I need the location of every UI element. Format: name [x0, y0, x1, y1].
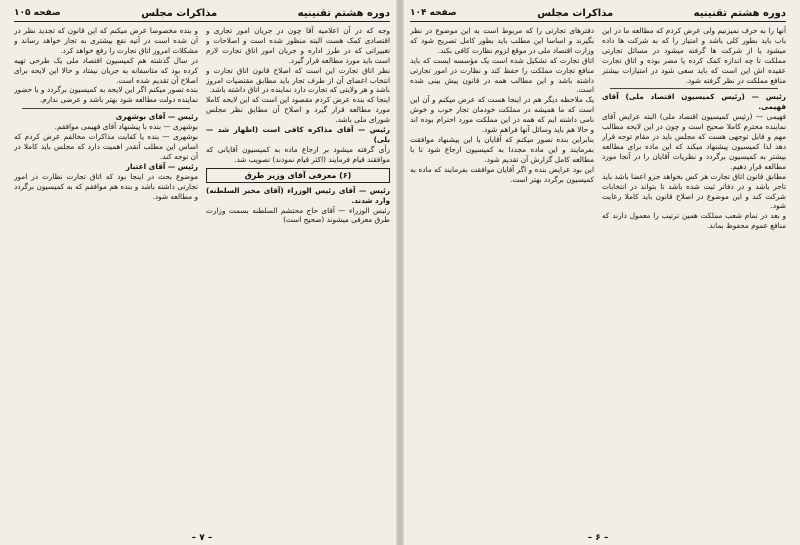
speaker-line: رئیس — آقای مذاکره کافی است (اظهار شد — بلی) — [206, 125, 390, 144]
paragraph: اینجا که بنده عرض کردم مقصود این است که این لایحه کاملا مورد مطالعه قرار گیرد و اصلاح آن مطابق نظر مجلس شورای ملی باشد. — [206, 95, 390, 125]
right-col-left — [410, 26, 594, 531]
paragraph: نظر اتاق تجارت این است که اصلاح قانون اتاق تجارت و انتخاب اعضای آن از طرف تجار باید مطابق مقتضیات امروز باشد و هر ولایتی که تجارت دارد نماینده در اتاق داشته باشد. — [206, 65, 390, 95]
paragraph: رأی گرفته میشود بر ارجاع ماده به کمیسیون آقایانی که موافقند قیام فرمایند (اکثر قیام نمودند) تصویب شد. — [206, 144, 390, 164]
left-col-left — [14, 26, 198, 531]
left-page-footer: – ۷ – — [191, 533, 213, 543]
paragraph: این بود عرایض بنده و اگر آقایان موافقت بفرمایند که ماده به کمیسیون برگردد بهتر است. — [410, 164, 594, 184]
speaker-line: رئیس — آقای بوشهری — [115, 112, 198, 122]
left-header-center: مذاکرات مجلس — [141, 7, 218, 19]
speaker-line: رئیس — آقای رئیس الوزراء (آقای مخبر السلطنه) وارد شدند. — [206, 185, 390, 205]
paragraph: بوشهری — بنده با پیشنهاد آقای فهیمی موافقم. — [54, 122, 198, 132]
right-page-footer: – ۶ – — [587, 533, 609, 543]
paragraph: دفترهای تجارتی را که مربوط است به این موضوع در نظر بگیرند و اساسا این مطلب باید بطور کامل تصریح شود که وزارت اقتصاد ملی در موقع لزوم نظارت کافی بکند. — [410, 26, 594, 55]
paragraph: اتاق تجارت که تشکیل شده است یک مؤسسه ایست که باید منافع تجارت مملکت را حفظ کند و نظارت در امور تجارتی داشته باشد و این مطالب همه در قانون پیش بینی شده است. — [410, 55, 594, 95]
paragraph: بوشهری — بنده یا کفایت مذاکرات مخالفم عرض کردم که اساس این مطلب آنقدر اهمیت دارد که مجلس باید کاملا در آن توجه کند. — [14, 132, 198, 161]
divider — [610, 88, 778, 89]
left-header-title: دوره هشتم تقنینیه — [297, 7, 390, 19]
speaker-line: رئیس — آقای اعتبار — [125, 161, 198, 171]
right-page-columns — [410, 26, 786, 531]
paragraph: موضوع بحث در اینجا بود که اتاق تجارت نظارت در امور تجارتی داشته باشد و بنده هم موافقم که به کمیسیون برگردد و مطالعه شود. — [14, 171, 198, 201]
left-col-right — [206, 26, 390, 531]
paragraph: وجه که در آن اعلامیه آقا چون در جریان امور تجاری و اقتصادی کمک هست البته منظور شده است و اصلاحات و تغییراتی که در طرز اداره و جریان امور اتاق تجارت لازم است باید مورد مطالعه قرار گیرد. — [206, 26, 390, 65]
divider — [22, 108, 190, 109]
speaker-line: رئیس — (رئیس کمیسیون اقتصاد ملی) آقای فهیمی. — [602, 92, 786, 112]
paragraph: رئیس الوزراء — آقای حاج محتشم السلطنه بسمت وزارت طرق معرفی میشوند (صحیح است) — [206, 205, 390, 225]
paragraph: یک ملاحظه دیگر هم در اینجا هست که عرض میکنم و آن این است که ما همیشه در مملکت خودمان تجار خوب و خوش نامی داشته ایم که همه در این مملکت مورد احترام بوده اند و حالا هم باید وسائل آنها فراهم شود. — [410, 95, 594, 135]
right-header-center: مذاکرات مجلس — [537, 7, 614, 19]
section-heading: (۶) معرفی آقای وزیر طرق — [206, 168, 390, 183]
paragraph: مطابق قانون اتاق تجارت هر کس بخواهد جزو اعضا باشد باید تاجر باشد و در دفاتر ثبت شده باشد تا بتواند در انتخابات شرکت کند و این موضوع در اصلاح قانون باید کاملا رعایت شود. — [602, 171, 786, 211]
right-page-header — [410, 6, 786, 22]
left-page-columns — [14, 26, 390, 531]
paragraph: فهیمی — (رئیس کمیسیون اقتصاد ملی) البته عرایض آقای نماینده محترم کاملا صحیح است و چون در این لایحه مطالب مهم و قابل توجهی هست که مجلس باید در مقام توجه قرار دهد لذا کمیسیون پیشنهاد میکند که این ماده برای مطالعه بیشتر به کمیسیون برگردد و نظریات آقایان را در آنجا مورد مطالعه قرار دهیم. — [602, 112, 786, 171]
left-page-header — [14, 6, 390, 22]
paragraph: در سال گذشته هم کمیسیون اقتصاد ملی یک طرحی تهیه کرده بود که متاسفانه به جریان نیفتاد و حالا این لایحه برای اصلاح آن تقدیم شده است. — [14, 55, 198, 85]
left-header-page-number: صفحه ۱۰۵ — [14, 8, 61, 18]
right-header-title: دوره هشتم تقنینیه — [693, 7, 786, 19]
paragraph: و بعد در تمام شعب مملکت همین ترتیب را معمول دارند که منافع عموم محفوظ بماند. — [602, 211, 786, 231]
right-page — [400, 0, 800, 545]
paragraph: بنده تصور میکنم اگر این لایحه به کمیسیون برگردد و با حضور نماینده دولت مطالعه شود بهتر باشد و عرضی ندارم. — [14, 85, 198, 105]
right-col-right — [602, 26, 786, 531]
right-header-page-number: صفحه ۱۰۴ — [410, 8, 457, 18]
paragraph: آنها را به حرف نمیزنیم ولی عرض کردم که مطالعه ما در این باب باید بطور کلی باشد و امتیاز را که به شرکت ها داده میشود یا از شرکت ها گرفته میشود در مسائل تجارتی مملکت تا چه اندازه کمک کرده یا مضر بوده و اتاق تجارت عقیده اش این است که باید سعی شود در امتیازات بیشتر منافع مملکت در نظر گرفته شود. — [602, 26, 786, 85]
paragraph: و بنده مخصوصا عرض میکنم که این قانون که تجدید نظر در آن شده است در آتیه نفع بیشتری به تجار خواهد رساند و مشکلات امروز اتاق تجارت را رفع خواهد کرد. — [14, 26, 198, 55]
paragraph: بنابراین بنده تصور میکنم که آقایان با این پیشنهاد موافقت بفرمایند و این ماده مجددا به کمیسیون ارجاع شود تا با مطالعه کامل گزارش آن تقدیم شود. — [410, 134, 594, 164]
